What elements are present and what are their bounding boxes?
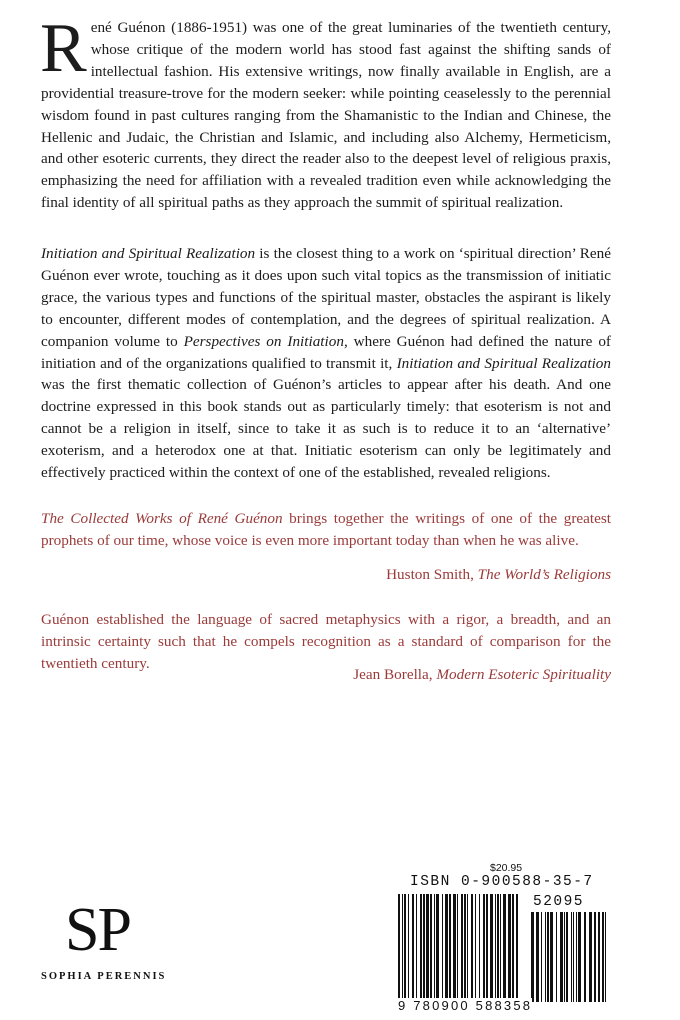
barcode-bar xyxy=(566,912,568,1002)
barcode-bar xyxy=(457,894,458,1002)
intro-text: ené Guénon (1886-1951) was one of the great luminaries of the twentieth century, whose critique of the modern world has stood fast against the shifting sands of intellectual fashion. His extensive writings, now finally available in English, are a providential treasure-trove for the modern seeker: while pointing ceaselessly to the perennial wisdom found in past cultures ranging from the Shamanistic to the Indian and Chinese, the Hellenic and Judaic, the Christian and Islamic, and including also Alchemy, Hermeticism, and other esoteric currents, they direct the reader also to the deepest level of religious praxis, emphasizing the need for affiliation with a revealed tradition even while acknowledging the final identity of all spiritual paths as they approach the summit of spiritual realization. xyxy=(41,19,611,212)
publisher-logo-mark: SP xyxy=(65,896,130,964)
barcode-bar xyxy=(531,912,534,1002)
barcode-bar xyxy=(497,894,499,1002)
barcode-bar xyxy=(426,894,429,1002)
description-text-1: is the closest thing to a work on ‘spiritual direction’ René Guénon ever wrote, touching as it does upon such vital topics as the transmission of initiatic grace, the various types and functions of the spiritual master, obstacles the aspirant is likely to encounter, different modes of contemplation, and the degrees of spiritual realization. A companion volume to xyxy=(41,245,611,350)
quote-2-author: Jean Borella, xyxy=(353,666,437,683)
publisher-logo xyxy=(41,896,171,990)
barcode-bar xyxy=(512,894,514,1002)
addon-barcode-bars xyxy=(531,912,609,1002)
barcode-bar xyxy=(564,912,565,1002)
endorsement-quote-1 xyxy=(41,508,611,552)
barcode-bar xyxy=(420,894,422,1002)
barcode-bar xyxy=(541,912,542,1002)
barcode-bar xyxy=(398,894,400,1002)
companion-title: Perspectives on Initiation xyxy=(183,332,344,350)
barcode-bar xyxy=(461,894,463,1002)
barcode-bar xyxy=(486,894,488,1002)
quote-1-source: The World’s Religions xyxy=(477,566,611,583)
description-text-3: was the first thematic collection of Guénon’s articles to appear after his death. And one doctrine expressed in this book stands out as particularly timely: that esoterism is not and cannot be a religion in itself, since to take it as such is to reduce it to an ‘alternative’ exoterism, and a heterodox one at that. Initiatic esoterism can only be legitimately and effectively practiced within the context of one of the established, revealed religions. xyxy=(41,376,611,482)
barcode-bar xyxy=(412,894,414,1002)
barcode-bar xyxy=(434,894,435,1002)
barcode-bar xyxy=(442,894,443,1002)
barcode-bar xyxy=(475,894,476,1002)
quote-2-text: Guénon established the language of sacred metaphysics with a rigor, a breadth, and an intrinsic certainty such that he compels recognition as a standard of comparison for the twentieth century. xyxy=(41,611,611,672)
addon-label: 52095 xyxy=(533,894,585,910)
barcode-bar xyxy=(584,912,586,1002)
barcode-bar xyxy=(495,894,496,1002)
barcode-bar xyxy=(594,912,596,1002)
endorsement-attribution-1 xyxy=(386,564,611,586)
ean-barcode-bars xyxy=(398,894,522,1002)
barcode-bar xyxy=(536,912,539,1002)
barcode-bar xyxy=(576,912,577,1002)
barcode-bar xyxy=(453,894,456,1002)
barcode-bar xyxy=(598,912,600,1002)
barcode-bar xyxy=(516,894,518,1002)
ean-digits: 9 780900 588358 xyxy=(398,998,533,1013)
description-paragraph xyxy=(41,243,611,484)
barcode-bar xyxy=(416,894,417,1002)
barcode-bar xyxy=(503,894,506,1002)
isbn-barcode xyxy=(398,860,614,1014)
barcode-bar xyxy=(602,912,604,1002)
barcode-bar xyxy=(445,894,448,1002)
quote-1-author: Huston Smith, xyxy=(386,566,478,583)
barcode-bar xyxy=(449,894,451,1002)
price-label: $20.95 xyxy=(490,862,523,874)
barcode-bar xyxy=(571,912,572,1002)
isbn-label: ISBN 0-900588-35-7 xyxy=(410,874,594,890)
barcode-bar xyxy=(508,894,511,1002)
book-title-2: Initiation and Spiritual Realization xyxy=(396,354,611,372)
book-title: Initiation and Spiritual Realization xyxy=(41,245,256,262)
barcode-bar xyxy=(483,894,485,1002)
barcode-bar xyxy=(467,894,468,1002)
description-text-2: , where Guénon had defined the nature of initiation and of the organizations qualified to transmit it, xyxy=(41,332,611,372)
publisher-name: SOPHIA PERENNIS xyxy=(41,971,167,982)
barcode-bar xyxy=(589,912,592,1002)
barcode-bar xyxy=(573,912,574,1002)
barcode-bar xyxy=(430,894,432,1002)
barcode-bar xyxy=(402,894,403,1002)
barcode-bar xyxy=(464,894,466,1002)
intro-paragraph xyxy=(40,10,611,214)
barcode-bar xyxy=(471,894,473,1002)
quote-2-source: Modern Esoteric Spirituality xyxy=(436,666,611,683)
barcode-bar xyxy=(545,912,546,1002)
barcode-bar xyxy=(408,894,409,1002)
barcode-bar xyxy=(547,912,549,1002)
barcode-bar xyxy=(605,912,606,1002)
barcode-bar xyxy=(500,894,501,1002)
barcode-bar xyxy=(560,912,563,1002)
barcode-bar xyxy=(550,912,553,1002)
barcode-bar xyxy=(423,894,425,1002)
barcode-bar xyxy=(578,912,581,1002)
barcode-bar xyxy=(479,894,480,1002)
barcode-bar xyxy=(556,912,557,1002)
barcode-bar xyxy=(404,894,406,1002)
endorsement-attribution-2 xyxy=(353,664,611,686)
drop-cap: R xyxy=(40,10,87,87)
quote-1-text: brings together the writings of one of the greatest prophets of our time, whose voice is even more important today than when he was alive. xyxy=(41,510,611,549)
barcode-bar xyxy=(490,894,493,1002)
barcode-bar xyxy=(436,894,439,1002)
quote-1-lead: The Collected Works of René Guénon xyxy=(41,510,283,527)
